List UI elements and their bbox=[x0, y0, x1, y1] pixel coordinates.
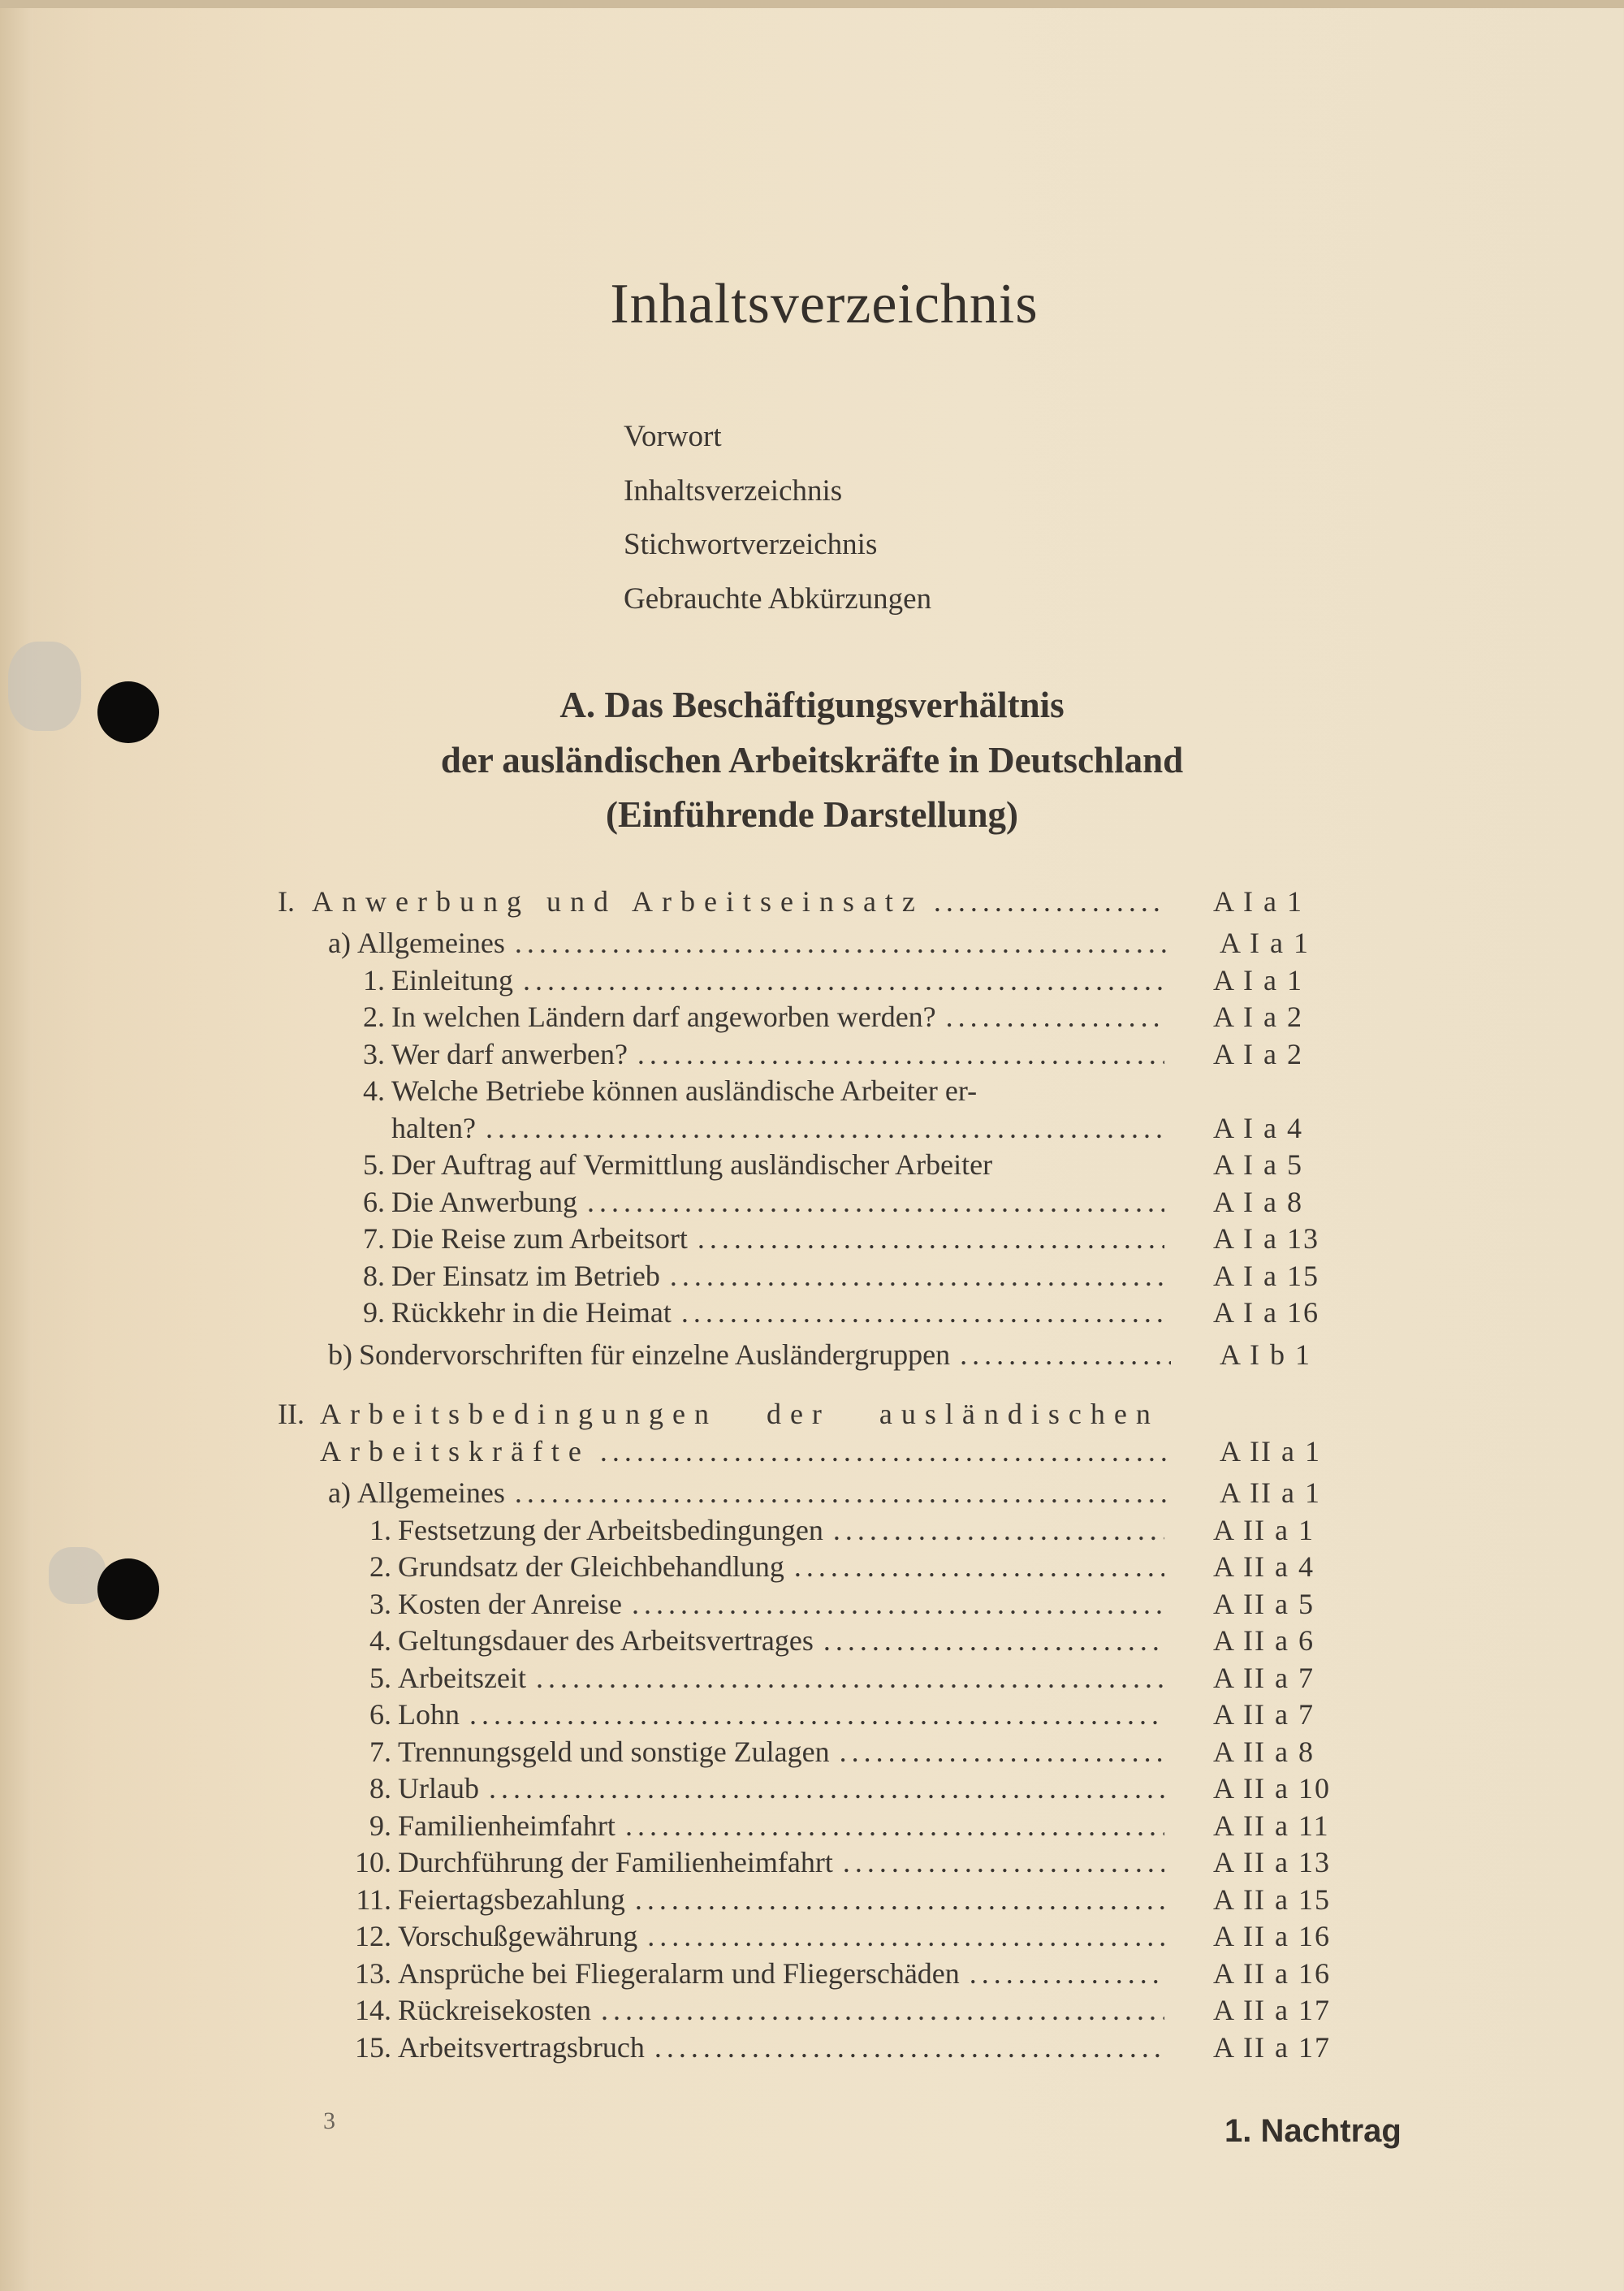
leader-dots bbox=[960, 1338, 1171, 1372]
toc-ref: A II a 17 bbox=[1213, 1994, 1331, 2026]
toc-number: 7. bbox=[363, 1222, 385, 1255]
leader-dots bbox=[632, 1587, 1164, 1621]
toc-item-row bbox=[278, 1108, 1358, 1145]
toc-item-row bbox=[278, 1621, 1358, 1658]
toc-item-row bbox=[278, 1584, 1358, 1621]
toc-title: Allgemeines bbox=[356, 927, 505, 959]
punch-hole bbox=[97, 1558, 159, 1620]
toc-title: Festsetzung der Arbeitsbedingungen bbox=[398, 1513, 823, 1546]
paper-tear bbox=[49, 1547, 106, 1604]
toc-title: In welchen Ländern darf angeworben werden? bbox=[391, 1001, 936, 1033]
toc-number: 1. bbox=[363, 963, 385, 996]
toc-number: 3. bbox=[363, 1037, 385, 1070]
section-heading-line: der ausländischen Arbeitskräfte in Deutschland bbox=[440, 739, 1184, 780]
toc-ref: A II a 11 bbox=[1213, 1809, 1330, 1842]
toc-ref: A I a 15 bbox=[1213, 1259, 1320, 1292]
toc-ref: A I a 13 bbox=[1213, 1222, 1320, 1255]
toc-item-row bbox=[278, 1991, 1358, 2028]
toc-item-row bbox=[278, 1769, 1358, 1806]
toc-title: Der Auftrag auf Vermittlung ausländischer Arbeiter bbox=[391, 1148, 993, 1181]
leader-dots bbox=[840, 1735, 1164, 1769]
toc-number: 8. bbox=[369, 1772, 391, 1805]
front-matter-item: Gebrauchte Abkürzungen bbox=[624, 581, 932, 616]
leader-dots bbox=[934, 884, 1164, 919]
leader-dots bbox=[515, 1476, 1171, 1510]
toc-number: II. bbox=[278, 1398, 304, 1430]
leader-dots bbox=[681, 1295, 1164, 1329]
toc-number: 1. bbox=[369, 1513, 391, 1546]
toc-ref: A II a 13 bbox=[1213, 1846, 1331, 1878]
toc-number: a) bbox=[328, 1476, 351, 1509]
toc-number: 14. bbox=[355, 1994, 391, 2026]
leader-dots bbox=[970, 1956, 1164, 1991]
toc-title: Der Einsatz im Betrieb bbox=[391, 1259, 660, 1292]
toc-number: 15. bbox=[355, 2030, 391, 2064]
toc-chapter-row-continued bbox=[278, 1431, 1358, 1468]
leader-dots bbox=[469, 1697, 1164, 1731]
toc-number: 5. bbox=[363, 1148, 385, 1181]
toc-item-row bbox=[278, 1879, 1358, 1917]
toc-number: 9. bbox=[363, 1296, 385, 1329]
toc-number: 6. bbox=[363, 1185, 385, 1218]
toc-item-row bbox=[278, 1145, 1358, 1182]
toc-item-row bbox=[278, 1695, 1358, 1732]
toc-ref: A II a 1 bbox=[1220, 1476, 1321, 1509]
front-matter-item: Inhaltsverzeichnis bbox=[624, 473, 843, 508]
toc-title: Einleitung bbox=[391, 963, 513, 996]
toc-ref: A II a 7 bbox=[1213, 1661, 1315, 1694]
toc-number: 7. bbox=[369, 1735, 391, 1768]
leader-dots bbox=[946, 1000, 1164, 1034]
toc-title: Anwerbung und Arbeitseinsatz bbox=[312, 884, 924, 918]
leader-dots bbox=[794, 1550, 1164, 1584]
leader-dots bbox=[486, 1111, 1164, 1145]
toc-ref: A I a 16 bbox=[1213, 1296, 1320, 1329]
toc-ref: A II a 16 bbox=[1213, 1956, 1331, 1990]
toc-title: Rückreisekosten bbox=[398, 1994, 591, 2026]
toc-ref: A I a 1 bbox=[1213, 963, 1303, 996]
toc-item-row bbox=[278, 1510, 1358, 1547]
leader-dots bbox=[536, 1661, 1164, 1695]
leader-dots bbox=[654, 2030, 1164, 2064]
toc-chapter-row bbox=[278, 881, 1358, 919]
toc-item-row bbox=[278, 1917, 1358, 1954]
leader-dots bbox=[635, 1883, 1164, 1917]
toc-title: Sondervorschriften für einzelne Ausländergruppen bbox=[359, 1338, 951, 1371]
toc-title: Kosten der Anreise bbox=[398, 1587, 622, 1620]
page-number: 3 bbox=[323, 2107, 335, 2134]
toc-title: Arbeitsbedingungen der ausländischen bbox=[320, 1398, 1160, 1430]
toc-title: Welche Betriebe können ausländische Arbeiter er- bbox=[391, 1074, 978, 1107]
leader-dots bbox=[670, 1259, 1164, 1293]
toc-item-row bbox=[278, 1071, 1358, 1109]
toc-ref: A II a 7 bbox=[1213, 1698, 1315, 1731]
toc-ref: A I b 1 bbox=[1220, 1338, 1311, 1371]
toc-subsection-row bbox=[278, 923, 1358, 961]
toc-number: 13. bbox=[355, 1956, 391, 1990]
toc-item-row bbox=[278, 1547, 1358, 1584]
toc-number: a) bbox=[328, 927, 351, 959]
leader-dots bbox=[489, 1771, 1164, 1805]
leader-dots bbox=[600, 1434, 1171, 1468]
leader-dots bbox=[823, 1623, 1164, 1658]
toc-ref: A II a 15 bbox=[1213, 1883, 1331, 1916]
toc-number: 4. bbox=[369, 1624, 391, 1657]
leader-dots bbox=[523, 963, 1164, 997]
table-of-contents bbox=[278, 881, 1358, 2064]
toc-number: I. bbox=[278, 884, 295, 918]
toc-item-row bbox=[278, 997, 1358, 1035]
toc-title: Trennungsgeld und sonstige Zulagen bbox=[398, 1735, 830, 1768]
toc-title: Allgemeines bbox=[356, 1476, 505, 1509]
toc-title: Arbeitskräfte bbox=[320, 1434, 590, 1468]
toc-ref: A II a 8 bbox=[1213, 1735, 1315, 1768]
toc-item-row bbox=[278, 1953, 1358, 1991]
toc-number: b) bbox=[328, 1338, 352, 1371]
toc-ref: A II a 4 bbox=[1213, 1550, 1315, 1583]
toc-item-row bbox=[278, 1805, 1358, 1843]
toc-number: 5. bbox=[369, 1661, 391, 1694]
paper-edge bbox=[0, 0, 32, 2291]
toc-ref: A II a 5 bbox=[1213, 1587, 1315, 1620]
toc-title: Geltungsdauer des Arbeitsvertrages bbox=[398, 1624, 814, 1657]
toc-title: Familienheimfahrt bbox=[398, 1809, 615, 1842]
leader-dots bbox=[515, 926, 1171, 960]
section-heading bbox=[0, 678, 1624, 843]
toc-title: Urlaub bbox=[398, 1772, 479, 1805]
toc-title: Vorschußgewährung bbox=[398, 1920, 638, 1952]
leader-dots bbox=[833, 1513, 1164, 1547]
toc-item-row bbox=[278, 1034, 1358, 1071]
leader-dots bbox=[698, 1221, 1164, 1256]
toc-title: Rückkehr in die Heimat bbox=[391, 1296, 672, 1329]
toc-ref: A II a 6 bbox=[1213, 1624, 1315, 1657]
toc-item-row bbox=[278, 1658, 1358, 1695]
toc-item-row bbox=[278, 1843, 1358, 1880]
toc-item-row bbox=[278, 1256, 1358, 1293]
toc-title: Arbeitsvertragsbruch bbox=[398, 2030, 645, 2064]
toc-ref: A II a 1 bbox=[1213, 1513, 1315, 1546]
toc-item-row bbox=[278, 1731, 1358, 1769]
front-matter-item: Stichwortverzeichnis bbox=[624, 528, 878, 561]
toc-number: 3. bbox=[369, 1587, 391, 1620]
toc-ref: A II a 10 bbox=[1213, 1772, 1331, 1805]
toc-item-row bbox=[278, 1293, 1358, 1330]
toc-item-row bbox=[278, 1182, 1358, 1219]
toc-ref: A II a 1 bbox=[1220, 1434, 1321, 1468]
toc-item-row bbox=[278, 960, 1358, 997]
page-title: Inhaltsverzeichnis bbox=[610, 273, 1039, 335]
toc-ref: A I a 2 bbox=[1213, 1001, 1303, 1033]
toc-title: Feiertagsbezahlung bbox=[398, 1883, 625, 1916]
toc-number: 12. bbox=[355, 1920, 391, 1952]
toc-item-row bbox=[278, 2027, 1358, 2064]
front-matter-item: Vorwort bbox=[624, 420, 722, 453]
toc-ref: A I a 8 bbox=[1213, 1185, 1303, 1218]
toc-number: 2. bbox=[369, 1550, 391, 1583]
section-heading-line: (Einführende Darstellung) bbox=[606, 794, 1018, 835]
toc-ref: A II a 17 bbox=[1213, 2030, 1331, 2064]
leader-dots bbox=[647, 1919, 1164, 1953]
leader-dots bbox=[601, 1993, 1164, 2027]
toc-ref: A II a 16 bbox=[1213, 1920, 1331, 1952]
leader-dots bbox=[637, 1037, 1164, 1071]
toc-number: 6. bbox=[369, 1698, 391, 1731]
leader-dots bbox=[843, 1845, 1164, 1879]
toc-subsection-row bbox=[278, 1473, 1358, 1511]
leader-dots bbox=[587, 1185, 1164, 1219]
toc-ref: A I a 5 bbox=[1213, 1148, 1303, 1181]
toc-number: 4. bbox=[363, 1074, 385, 1107]
toc-title: Die Reise zum Arbeitsort bbox=[391, 1222, 688, 1255]
toc-title: Wer darf anwerben? bbox=[391, 1037, 628, 1070]
paper-top-edge bbox=[0, 0, 1624, 8]
toc-subsection-row bbox=[278, 1334, 1358, 1372]
toc-title: Ansprüche bei Fliegeralarm und Fliegerschäden bbox=[398, 1956, 960, 1990]
supplement-label: 1. Nachtrag bbox=[1224, 2113, 1402, 2149]
toc-chapter-row bbox=[278, 1394, 1358, 1432]
toc-number: 9. bbox=[369, 1809, 391, 1842]
toc-item-row bbox=[278, 1219, 1358, 1256]
toc-title: Grundsatz der Gleichbehandlung bbox=[398, 1550, 784, 1583]
toc-number: 8. bbox=[363, 1259, 385, 1292]
leader-dots bbox=[625, 1809, 1164, 1843]
toc-ref: A I a 1 bbox=[1213, 884, 1303, 918]
toc-number: 10. bbox=[355, 1846, 391, 1878]
toc-title: halten? bbox=[391, 1111, 476, 1144]
toc-title: Durchführung der Familienheimfahrt bbox=[398, 1846, 833, 1878]
toc-title: Lohn bbox=[398, 1698, 460, 1731]
toc-ref: A I a 4 bbox=[1213, 1111, 1303, 1144]
toc-ref: A I a 1 bbox=[1220, 927, 1310, 959]
section-heading-line: A. Das Beschäftigungsverhältnis bbox=[559, 685, 1065, 725]
toc-number: 2. bbox=[363, 1001, 385, 1033]
toc-ref: A I a 2 bbox=[1213, 1037, 1303, 1070]
front-matter-list bbox=[624, 410, 931, 626]
toc-number: 11. bbox=[356, 1883, 391, 1916]
toc-title: Die Anwerbung bbox=[391, 1185, 577, 1218]
toc-title: Arbeitszeit bbox=[398, 1661, 526, 1694]
